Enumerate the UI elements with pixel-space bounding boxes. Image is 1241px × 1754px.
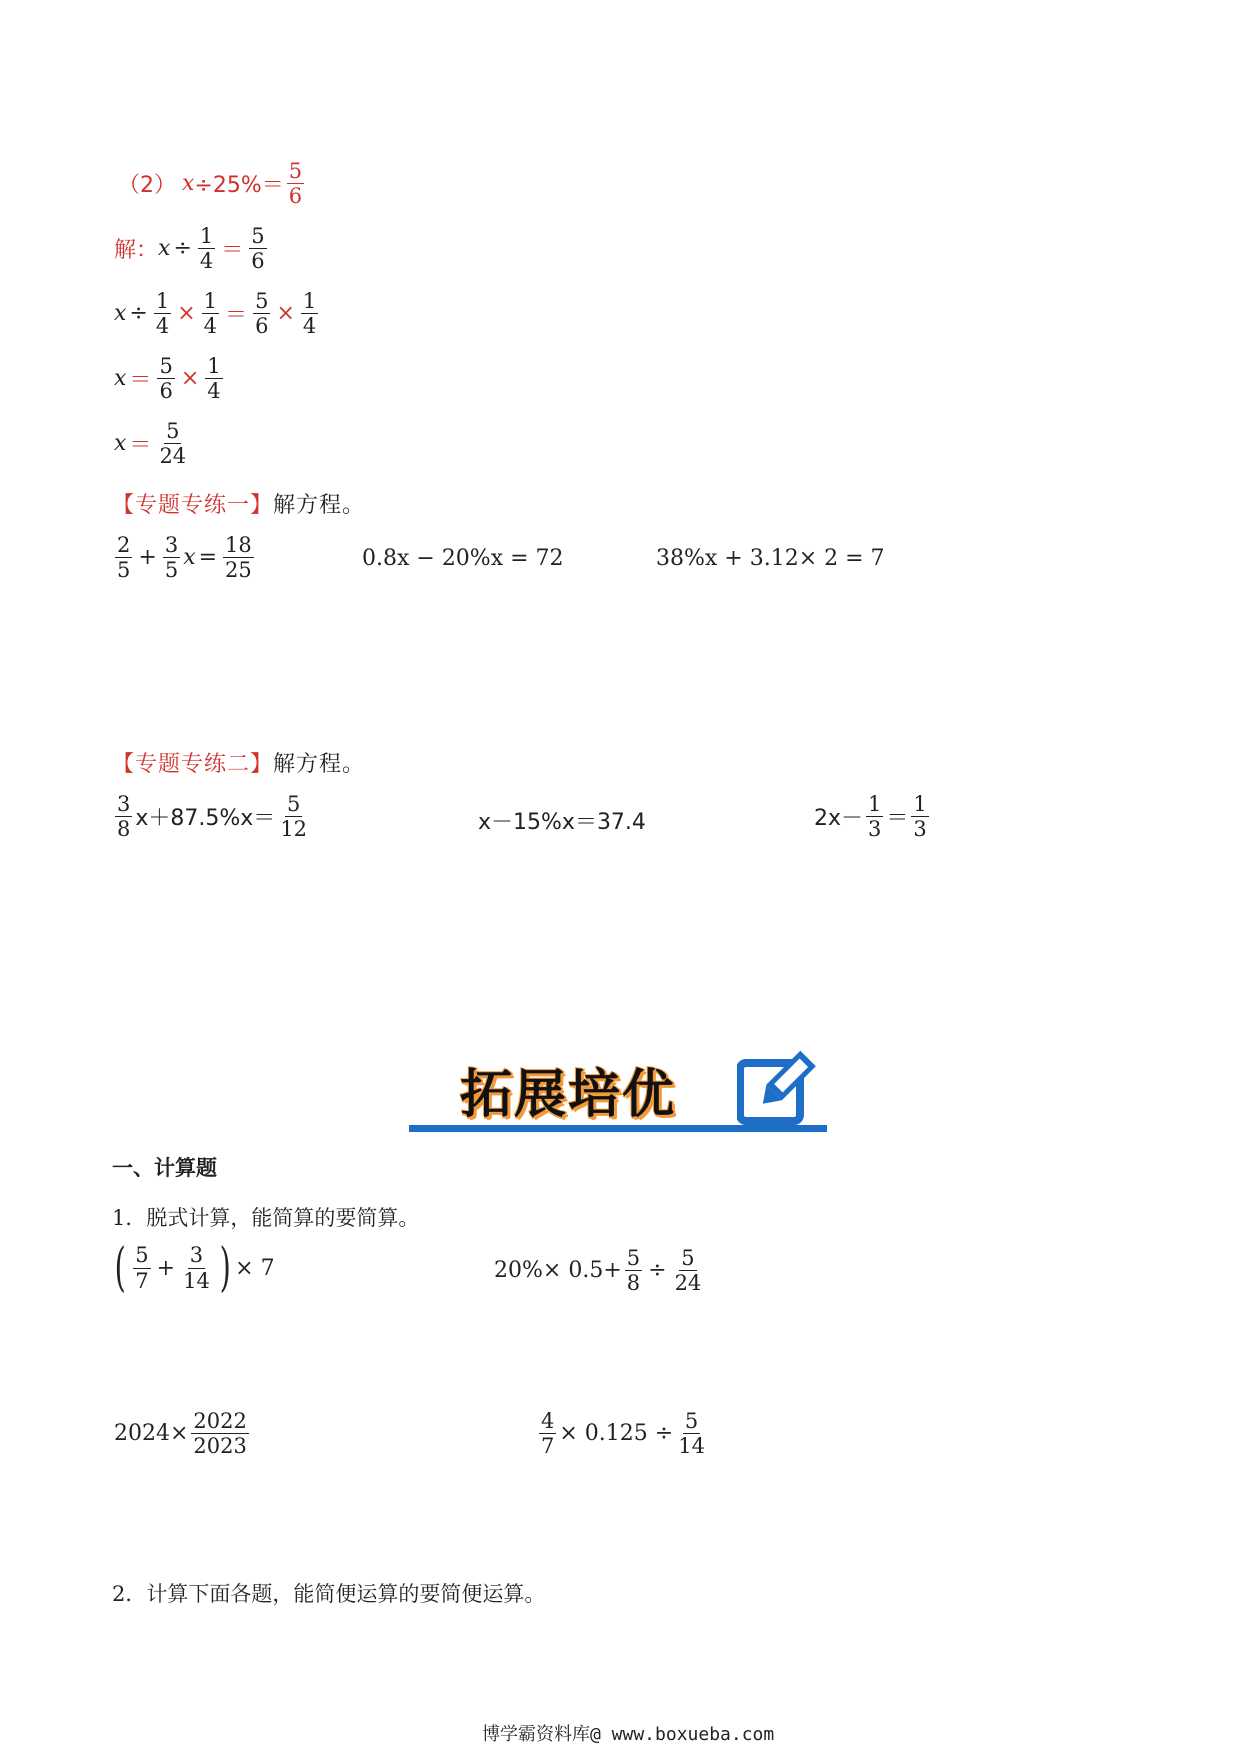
fraction: $\frac{5}{12}$ (280, 792, 308, 842)
division-percent: ÷25%＝ (194, 173, 284, 199)
fraction: $\frac{1}{4}$ (199, 224, 214, 274)
fraction: $\frac{5}{6}$ (251, 224, 265, 274)
solution-step-3: x ＝ $\frac{5}{6}$ × $\frac{1}{4}$ (114, 354, 221, 404)
fraction: $\frac{5}{6}$ (255, 289, 269, 339)
question-1c: 2024× $\frac{2022}{2023}$ (114, 1409, 247, 1459)
fraction: $\frac{3}{14}$ (183, 1243, 210, 1293)
practice-2-equation-3: 2x－ $\frac{1}{3}$ ＝ $\frac{1}{3}$ (814, 792, 927, 842)
fraction: $\frac{2}{5}$ (117, 533, 131, 583)
fraction: $\frac{5}{8}$ (626, 1246, 641, 1296)
footer-watermark: 博学霸资料库@ www.boxueba.com (482, 1724, 775, 1745)
practice-2-title: 【专题专练二】解方程。 (112, 752, 366, 777)
solution-step-2: x ÷ $\frac{1}{4}$ × $\frac{1}{4}$ ＝ $\frac{5}{6}$ × $\frac{1}{4}$ (114, 289, 317, 339)
question-1a: ( $\frac{5}{7}$ + $\frac{3}{14}$ ) × 7 (114, 1238, 275, 1298)
fraction: $\frac{1}{4}$ (203, 289, 218, 339)
fraction: $\frac{5}{14}$ (678, 1409, 705, 1459)
solution-prefix: 解： (114, 238, 159, 264)
fraction: $\frac{1}{3}$ (913, 792, 927, 842)
fraction: $\frac{3}{5}$ (164, 533, 179, 583)
example-problem (118, 160, 307, 207)
practice-1-equation-3: 38%x + 3.12× 2 = 7 (656, 546, 885, 571)
solution-step-1: 解： x ÷ $\frac{1}{4}$ ＝ $\frac{5}{6}$ (114, 224, 265, 274)
question-1d: $\frac{4}{7}$ × 0.125 ÷ $\frac{5}{14}$ (541, 1409, 705, 1459)
question-2-text: 2．计算下面各题，能简便运算的要简便运算。 (112, 1582, 546, 1606)
practice-1-title: 【专题专练一】解方程。 (112, 493, 366, 518)
fraction: $\frac{5}{7}$ (135, 1243, 149, 1293)
fraction: $\frac{4}{7}$ (541, 1409, 555, 1459)
fraction: $\frac{5}{6}$ (288, 159, 303, 209)
fraction: $\frac{1}{4}$ (302, 289, 317, 339)
section-heading: 一、计算题 (112, 1156, 217, 1180)
question-1b: 20%× 0.5+ $\frac{5}{8}$ ÷ $\frac{5}{24}$ (494, 1246, 702, 1296)
fraction: $\frac{5}{24}$ (674, 1246, 702, 1296)
fraction: $\frac{1}{3}$ (868, 792, 882, 842)
practice-1-equation-2: 0.8x − 20%x = 72 (362, 546, 564, 571)
banner-title: 拓展培优 (460, 1065, 677, 1125)
question-1-text: 1．脱式计算，能简算的要简算。 (112, 1206, 420, 1230)
practice-2-equation-2: x－15%x＝37.4 (478, 810, 646, 835)
fraction: $\frac{1}{4}$ (207, 354, 221, 404)
fraction: $\frac{5}{24}$ (159, 419, 187, 469)
var-x: x (182, 171, 195, 197)
fraction: $\frac{2022}{2023}$ (193, 1409, 247, 1459)
fraction: $\frac{5}{6}$ (159, 354, 173, 404)
fraction: $\frac{18}{25}$ (225, 533, 252, 583)
solution-step-4: x ＝ $\frac{5}{24}$ (114, 419, 187, 469)
pencil-edit-icon (737, 1047, 827, 1131)
example-label: （2） (118, 173, 176, 199)
fraction: $\frac{3}{8}$ (117, 792, 131, 842)
practice-1-equation-1: $\frac{2}{5}$ + $\frac{3}{5}$ x = $\frac{18}{25}$ (117, 533, 252, 583)
practice-2-equation-1: $\frac{3}{8}$ x＋87.5%x＝ $\frac{5}{12}$ (117, 792, 308, 842)
fraction: $\frac{1}{4}$ (155, 289, 170, 339)
